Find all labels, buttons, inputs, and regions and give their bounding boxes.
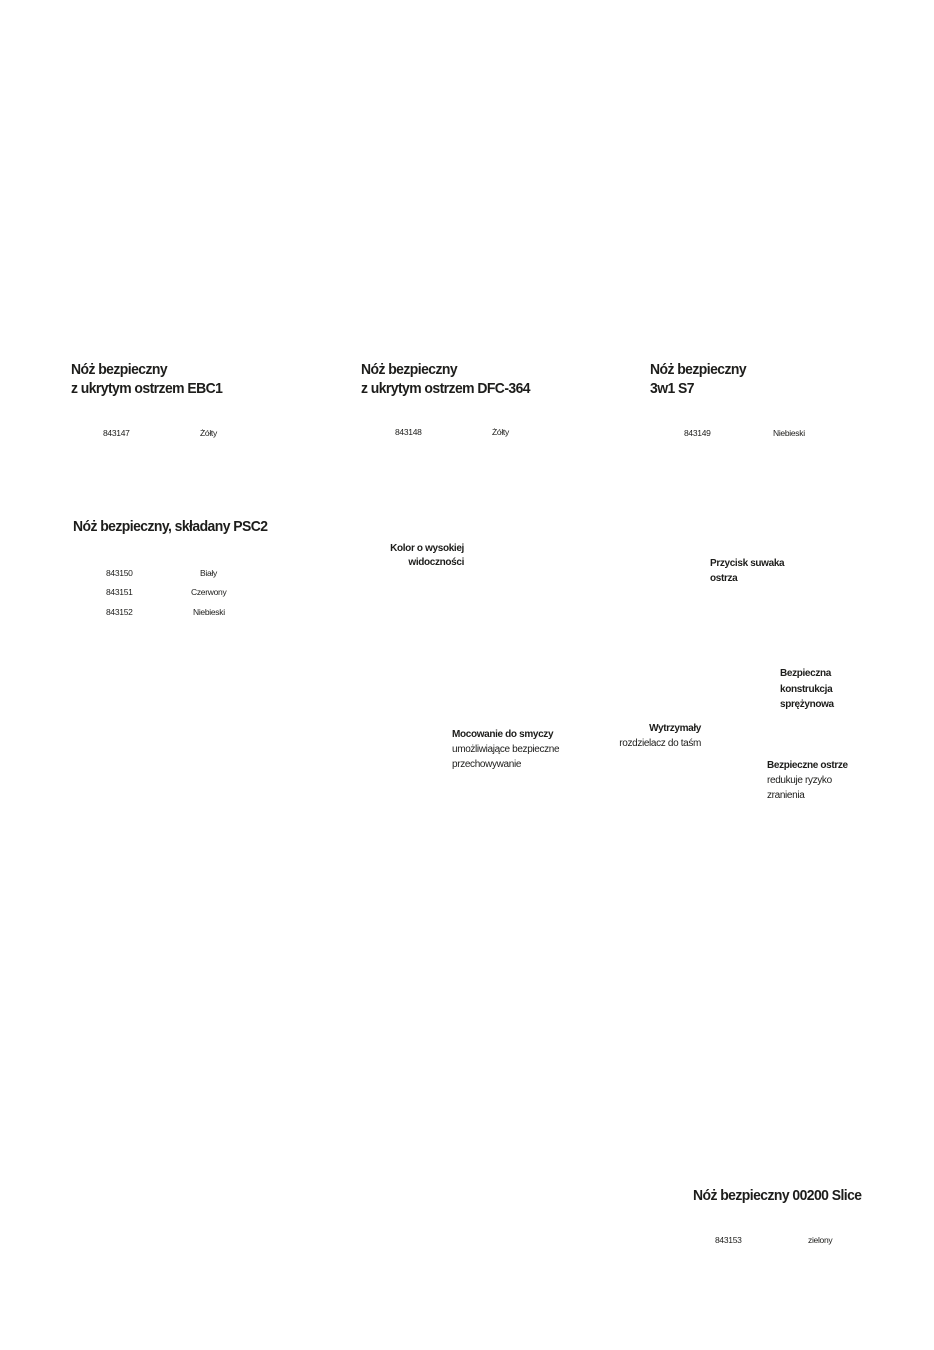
product-code: 843147 [103,428,130,438]
product-code: 843150 [106,568,133,578]
product-code: 843153 [715,1235,742,1245]
product-title-line: z ukrytym ostrzem DFC-364 [361,380,531,397]
product-title-s7 [650,360,746,398]
feature-blade [767,758,848,803]
product-title-slice [693,1186,861,1205]
feature-label: sprężynowa [780,699,834,710]
product-title-dfc364 [361,360,530,398]
product-title-line: Nóż bezpieczny [650,361,747,378]
product-title-line: Nóż bezpieczny [71,361,168,378]
product-code: 843148 [395,427,422,437]
feature-label: konstrukcja [780,683,833,695]
feature-label: Wytrzymały [649,723,701,734]
feature-visibility [360,542,464,570]
product-color: Żółty [200,428,217,438]
product-code: 843152 [106,607,133,617]
product-title-psc2 [73,517,267,536]
product-title-line: Nóż bezpieczny, składany PSC2 [73,518,268,535]
product-code: 843149 [684,428,711,438]
feature-label: Mocowanie do smyczy [452,729,554,740]
feature-slider [710,556,784,586]
product-code: 843151 [106,587,133,597]
product-color: Czerwony [191,587,227,597]
product-color: zielony [808,1235,833,1245]
product-title-line: z ukrytym ostrzem EBC1 [71,380,223,397]
feature-description: zranienia [767,790,805,801]
feature-description: rozdzielacz do taśm [619,738,701,749]
product-color: Żółty [492,427,509,437]
feature-label: Kolor o wysokiej [390,543,464,554]
feature-label: ostrza [710,573,738,584]
product-color: Niebieski [773,428,805,438]
product-title-line: Nóż bezpieczny [361,361,458,378]
feature-description: przechowywanie [452,759,522,770]
feature-label: Przycisk suwaka [710,558,785,569]
feature-label: Bezpieczna [780,668,831,679]
feature-splitter [600,721,701,751]
product-color: Biały [200,568,217,578]
product-title-ebc1 [71,360,222,398]
product-title-line: Nóż bezpieczny 00200 Slice [693,1187,862,1204]
feature-label: Bezpieczne ostrze [767,760,848,771]
feature-description: redukuje ryzyko [767,775,832,786]
product-color: Niebieski [193,607,225,617]
feature-lanyard [452,727,559,772]
product-title-line: 3w1 S7 [650,380,694,397]
feature-spring [780,666,834,713]
feature-description: umożliwiające bezpieczne [452,744,560,755]
feature-label: widoczności [408,557,464,568]
